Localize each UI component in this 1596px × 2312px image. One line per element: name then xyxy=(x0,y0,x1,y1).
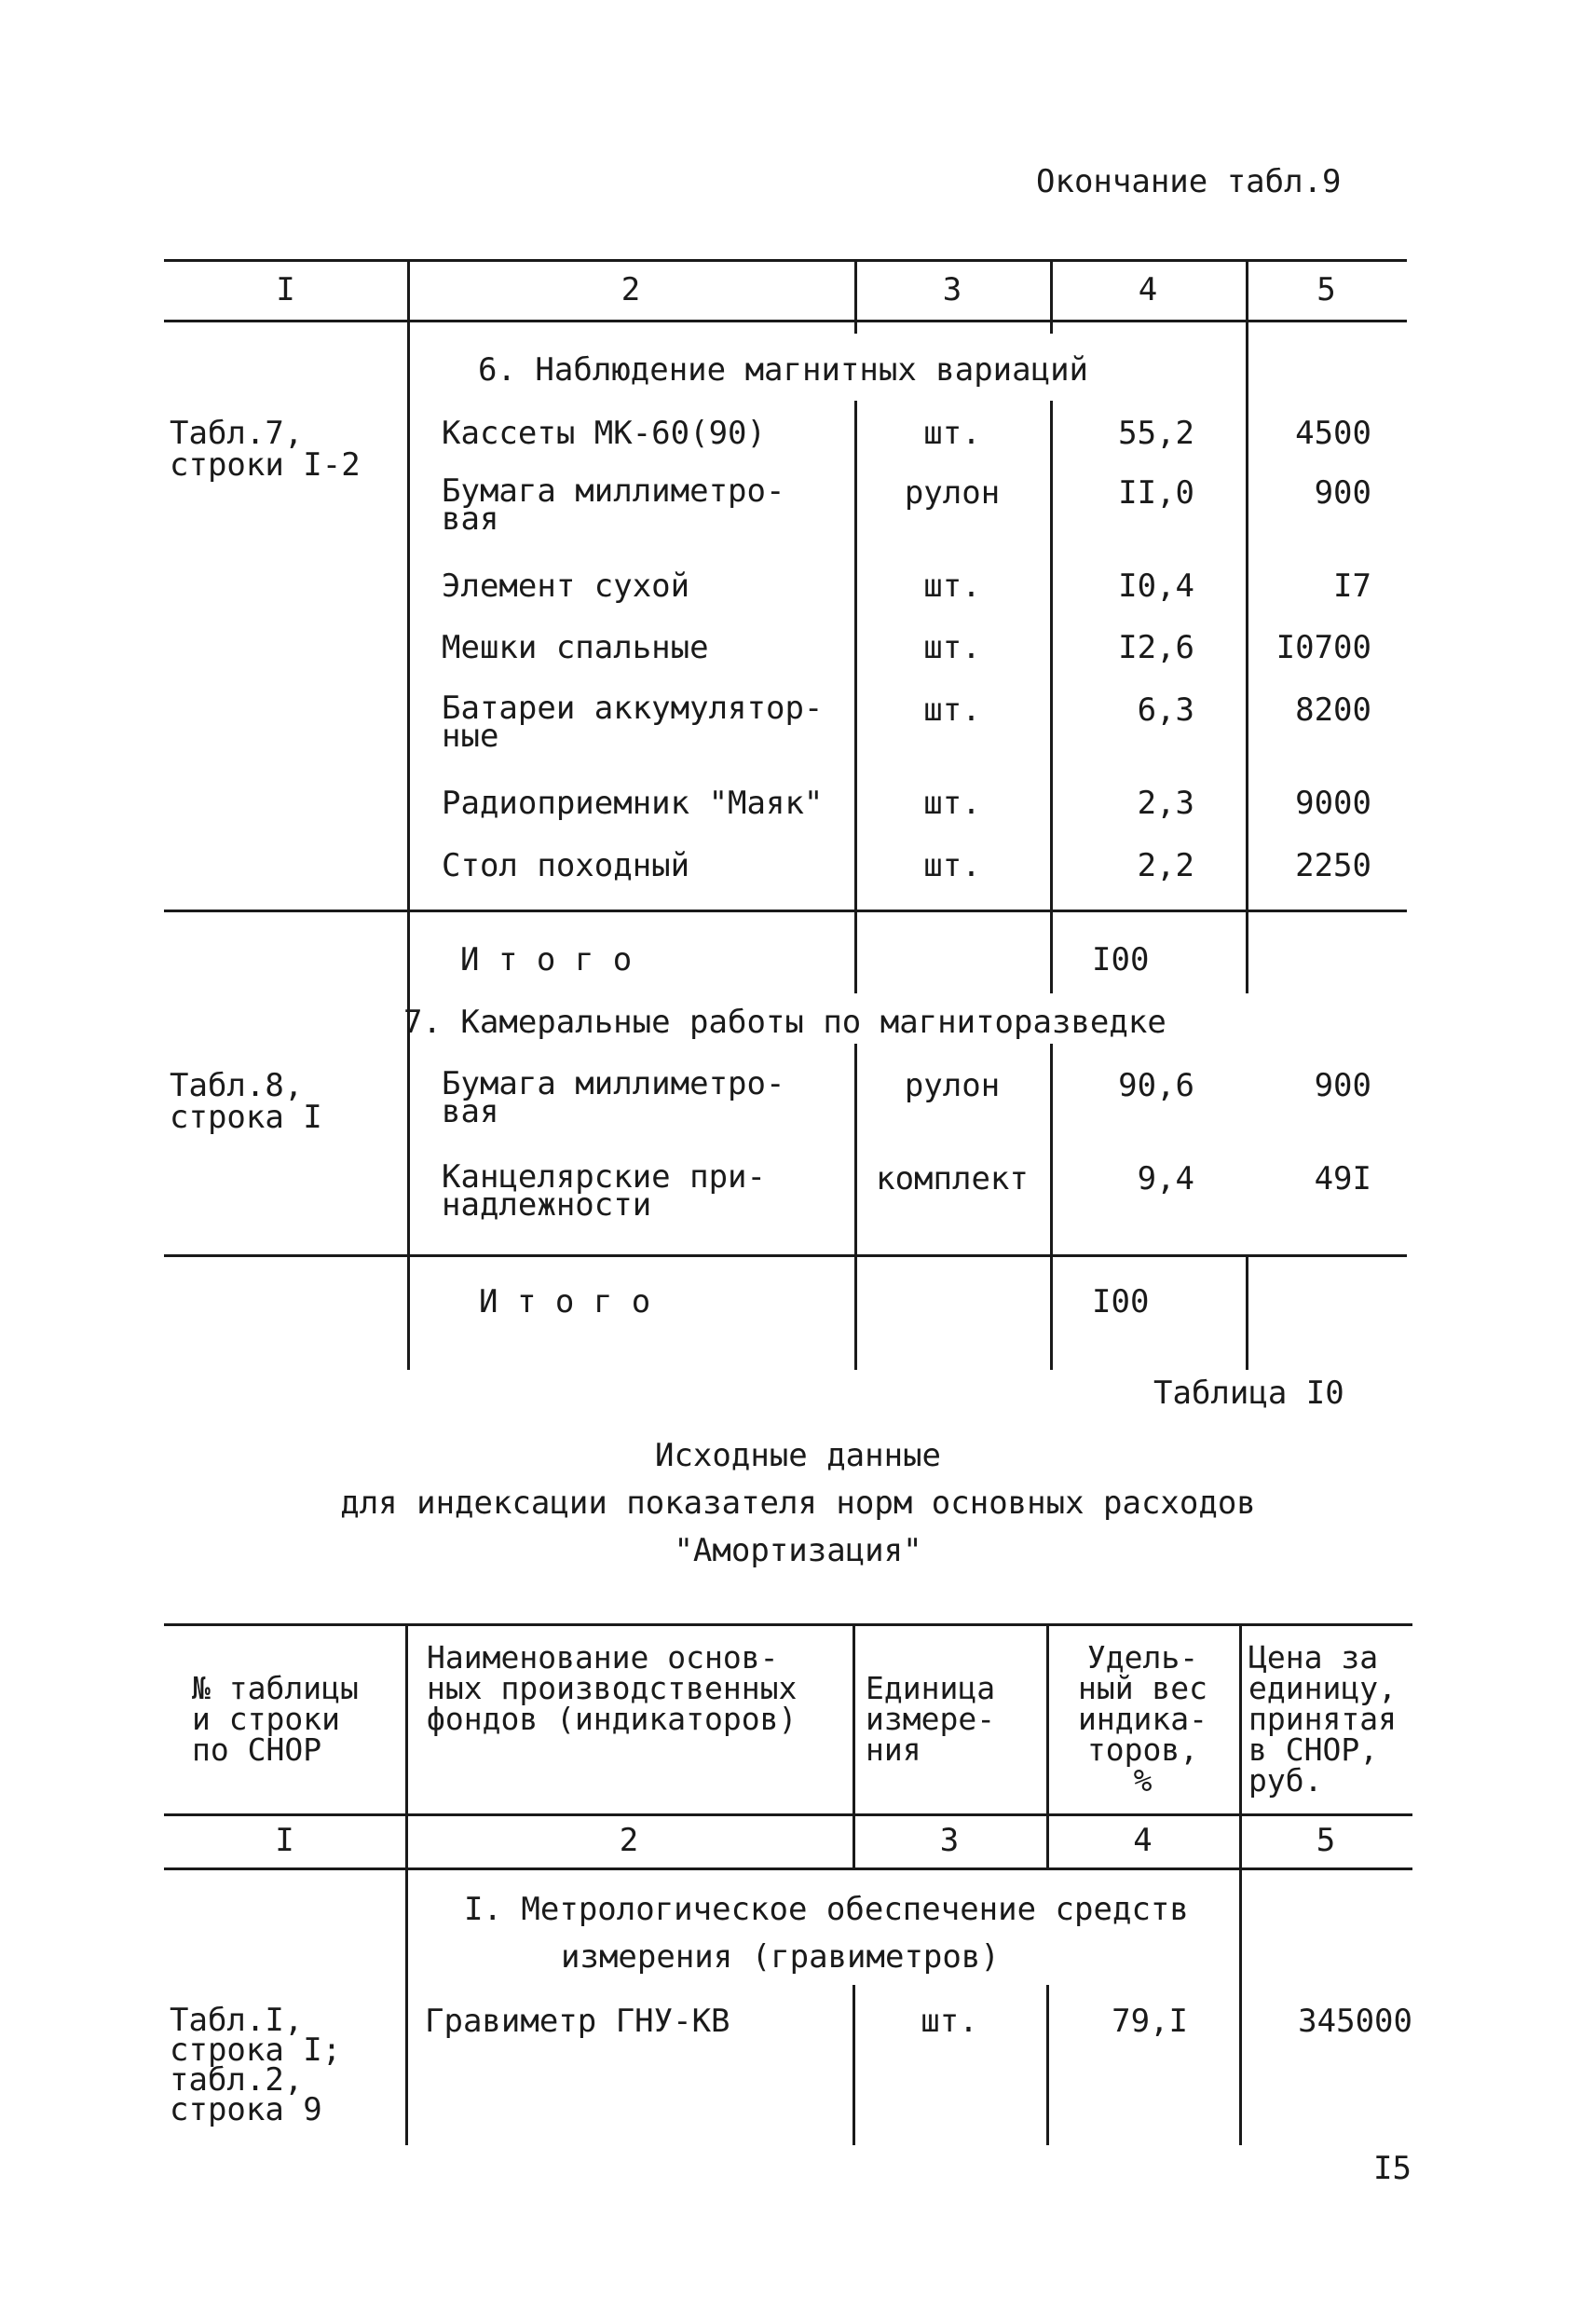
col-number-5: 5 xyxy=(1316,1822,1336,1859)
col-number-3: 3 xyxy=(939,1822,960,1859)
col-number-5: 5 xyxy=(1316,271,1336,308)
table-10-title-line-3: "Амортизация" xyxy=(674,1532,922,1569)
row-weight: II,0 xyxy=(1118,474,1194,512)
col-number-2: 2 xyxy=(619,1822,639,1859)
row-unit: шт. xyxy=(923,785,981,822)
row-name: Элемент сухой xyxy=(442,568,690,605)
row-unit: шт. xyxy=(923,847,981,884)
header-price: Цена за единицу, принятая в СНОР, руб. xyxy=(1248,1639,1397,1799)
row-unit: комплект xyxy=(876,1160,1029,1197)
row-name: Бумага миллиметро- вая xyxy=(442,472,785,538)
row-weight: 90,6 xyxy=(1118,1067,1194,1104)
row-price: 345000 xyxy=(1298,2003,1412,2040)
row-price: 9000 xyxy=(1295,785,1371,822)
row-unit: шт. xyxy=(923,691,981,729)
row-name: Мешки спальные xyxy=(442,629,709,666)
page-number: I5 xyxy=(1373,2150,1412,2187)
row-name: Кассеты МК-60(90) xyxy=(442,415,766,452)
col-number-2: 2 xyxy=(621,271,641,308)
section-1-ref: Табл.I, строка I; табл.2, строка 9 xyxy=(170,2002,342,2128)
header-table-row-ref: № таблицы и строки по СНОР xyxy=(192,1670,359,1768)
section-6-heading: 6. Наблюдение магнитных вариаций xyxy=(478,351,1089,389)
row-weight: 6,3 xyxy=(1137,691,1194,729)
row-unit: шт. xyxy=(921,2003,978,2040)
row-price: I7 xyxy=(1333,568,1371,605)
row-name: Канцелярские при- надлежности xyxy=(442,1158,766,1224)
section-7-total-value: I00 xyxy=(1092,1283,1150,1320)
col-number-4: 4 xyxy=(1138,271,1158,308)
section-7-total-label: И т о г о xyxy=(479,1283,651,1320)
row-price: 900 xyxy=(1314,1067,1371,1104)
section-1-heading-line-2: измерения (гравиметров) xyxy=(561,1938,1000,1976)
row-weight: I2,6 xyxy=(1118,629,1194,666)
section-7-heading: 7. Камеральные работы по магниторазведке xyxy=(403,1004,1166,1041)
row-name: Радиоприемник "Маяк" xyxy=(442,785,824,822)
continuation-label: Окончание табл.9 xyxy=(1036,163,1342,200)
row-weight: 9,4 xyxy=(1137,1160,1194,1197)
row-price: 2250 xyxy=(1295,847,1371,884)
col-number-1: I xyxy=(275,1822,294,1859)
col-number-3: 3 xyxy=(942,271,962,308)
section-6-total-label: И т о г о xyxy=(460,941,633,978)
table-10-title-line-2: для индексации показателя норм основных расходов xyxy=(340,1484,1256,1522)
row-weight: I0,4 xyxy=(1118,568,1194,605)
section-1-heading-line-1: I. Метрологическое обеспечение средств xyxy=(464,1891,1189,1928)
table-10-title-line-1: Исходные данные xyxy=(654,1437,942,1474)
row-name: Бумага миллиметро- вая xyxy=(442,1065,785,1130)
section-7-ref: Табл.8, строка I xyxy=(170,1067,322,1136)
row-name: Гравиметр ГНУ-КВ xyxy=(425,2003,730,2040)
row-price: 49I xyxy=(1314,1160,1371,1197)
row-weight: 79,I xyxy=(1112,2003,1188,2040)
col-number-4: 4 xyxy=(1133,1822,1153,1859)
row-unit: шт. xyxy=(923,629,981,666)
header-fund-name: Наименование основ- ных производственных фондов (индикаторов) xyxy=(427,1639,798,1737)
header-unit: Единица измере- ния xyxy=(866,1670,996,1768)
row-name: Батареи аккумулятор- ные xyxy=(442,690,824,755)
row-unit: рулон xyxy=(904,474,1001,512)
row-unit: шт. xyxy=(923,568,981,605)
table-10-label: Таблица I0 xyxy=(1153,1375,1344,1412)
section-6-ref: Табл.7, строки I-2 xyxy=(170,415,361,484)
row-name: Стол походный xyxy=(442,847,690,884)
row-weight: 55,2 xyxy=(1118,415,1194,452)
row-price: 4500 xyxy=(1295,415,1371,452)
col-number-1: I xyxy=(276,271,295,308)
row-price: 900 xyxy=(1314,474,1371,512)
row-weight: 2,3 xyxy=(1137,785,1194,822)
row-unit: шт. xyxy=(923,415,981,452)
section-6-total-value: I00 xyxy=(1092,941,1150,978)
row-unit: рулон xyxy=(904,1067,1001,1104)
header-weight: Удель- ный вес индика- торов, % xyxy=(1077,1639,1208,1799)
row-weight: 2,2 xyxy=(1137,847,1194,884)
row-price: I0700 xyxy=(1275,629,1371,666)
row-price: 8200 xyxy=(1295,691,1371,729)
